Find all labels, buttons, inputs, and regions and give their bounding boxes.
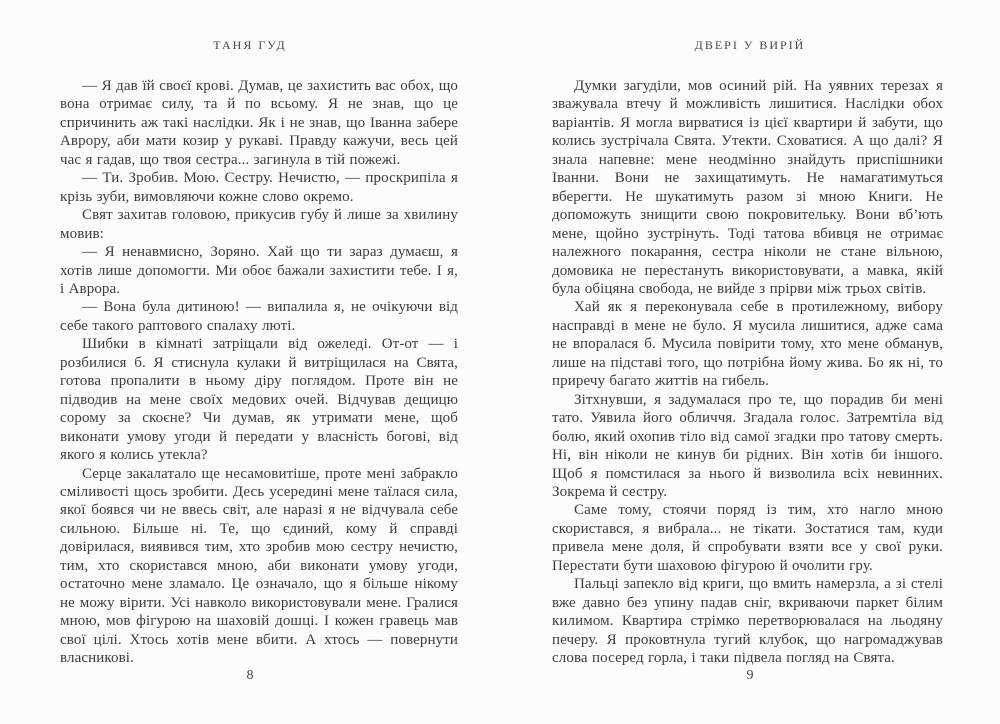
paragraph: — Ти. Зробив. Мою. Сестру. Нечистю, — проскрипіла я крізь зуби, вимовляючи кожне слово окремо. (60, 170, 458, 205)
paragraph: Хай як я переконувала себе в протилежному, вибору насправді в мене не було. Я мусила лишитися, адже сама не впоралася б. Мусила повірити тому, хто мене обманув, лише на підставі того, що потрібна йому жива. Бо як ні, то приречу багато життів на гибель. (552, 299, 943, 390)
text-block-right (552, 77, 943, 668)
paragraph: Шибки в кімнаті затріщали від ожеледі. От-от — і розбилися б. Я стиснула кулаки й витріщилася на Свята, готова пропалити в ньому діру поглядом. Проте він не підводив на мене своїх медових очей. Відчував дещицю сорому за скоєне? Чи думав, як утримати мене, щоб виконати умову угоди й передати у власність богові, від якого я колись утекла? (60, 336, 458, 464)
paragraph: — Вона була дитиною! — випалила я, не очікуючи від себе такого раптового спалаху люті. (60, 299, 458, 334)
paragraph: Пальці запекло від криги, що вмить намерзла, а зі стелі вже давно без упину падав сніг, вкриваючи паркет білим килимом. Квартира стрімко перетворювалася на льодяну печеру. Я проковтнула тугий клубок, що нагромаджував слова посеред горла, і таки підвела погляд на Свята. (552, 576, 943, 667)
paragraph: Думки загуділи, мов осиний рій. На уявних терезах я зважувала втечу й можливість лишитися. Наслідки обох варіантів. Я могла вирватися із цієї квартири й забути, що колись зустрічала Свята. Утекти. Сховатися. А що далі? Я знала напевне: мене неодмінно знайдуть приспішники Іванни. Вони не захищатимуть. Не намагатимуться вберегти. Не шукатимуть разом зі мною Книги. Не допоможуть знищити свою покровительку. Вони вб’ють мене, щойно зустрінуть. Тоді татова вбивця не отримає належного покарання, сестра ніколи не стане вільною, домовика не перестануть використовувати, а мавка, якій була обіцяна свобода, не вийде з прірви між трьох світів. (552, 78, 943, 297)
paragraph: — Я дав їй своєї крові. Думав, це захистить вас обох, що вона отримає силу, та й по всьому. Я не знав, що це спричинить аж такі наслідки. Як і не знав, що Іванна забере Аврору, аби мати козир у рукаві. Правду кажучи, весь цей час я гадав, що твоя сестра... загинула в тій пожежі. (60, 78, 458, 168)
page-number-right: 9 (746, 668, 754, 683)
paragraph: Свят захитав головою, прикусив губу й лише за хвилину мовив: (60, 207, 458, 242)
text-block-left (60, 77, 458, 668)
paragraph: Саме тому, стоячи поряд із тим, хто нагло мною скористався, я вибрала... не тікати. Зостатися там, куди привела мене доля, й спробувати взяти все у свої руки. Перестати бути шаховою фігурою й очолити гру. (552, 502, 943, 574)
page-number-left: 8 (246, 668, 254, 683)
running-head-title: ДВЕРІ У ВИРІЙ (694, 38, 806, 52)
paragraph: Зітхнувши, я задумалася про те, що порадив би мені тато. Уявила його обличчя. Згадала голос. Затремтіла від болю, який охопив тіло від самої згадки про татову смерть. Ні, він ніколи не кинув би рідних. Він хотів би іншого. Щоб я помстилася за нього й визволила всіх невинних. Зокрема й сестру. (552, 391, 943, 500)
page-right (500, 0, 1000, 724)
paragraph: — Я ненавмисно, Зоряно. Хай що ти зараз думаєш, я хотів лише допомогти. Ми обоє бажали захистити тебе. І я, і Аврора. (60, 244, 458, 297)
paragraph: Серце закалатало ще несамовитіше, проте мені забракло сміливості щось зробити. Десь усередині мене таїлася сила, якої боявся чи не ввесь світ, але наразі я не відчувала себе сильною. Більше ні. Те, що єдиний, кому й справді довірилася, виявився тим, хто зробив мою сестру нечистю, тим, хто скористався мною, аби виконати умову угоди, остаточно мене зламало. Це означало, що я більше нікому не можу вірити. Усі навколо використовували мене. Гралися мною, мов фігурою на шаховій дошці. І кожен гравець мав свої цілі. Хтось хотів мене вбити. А хтось — повернути власникові. (60, 465, 458, 667)
running-head-author: ТАНЯ ГУД (213, 38, 287, 52)
